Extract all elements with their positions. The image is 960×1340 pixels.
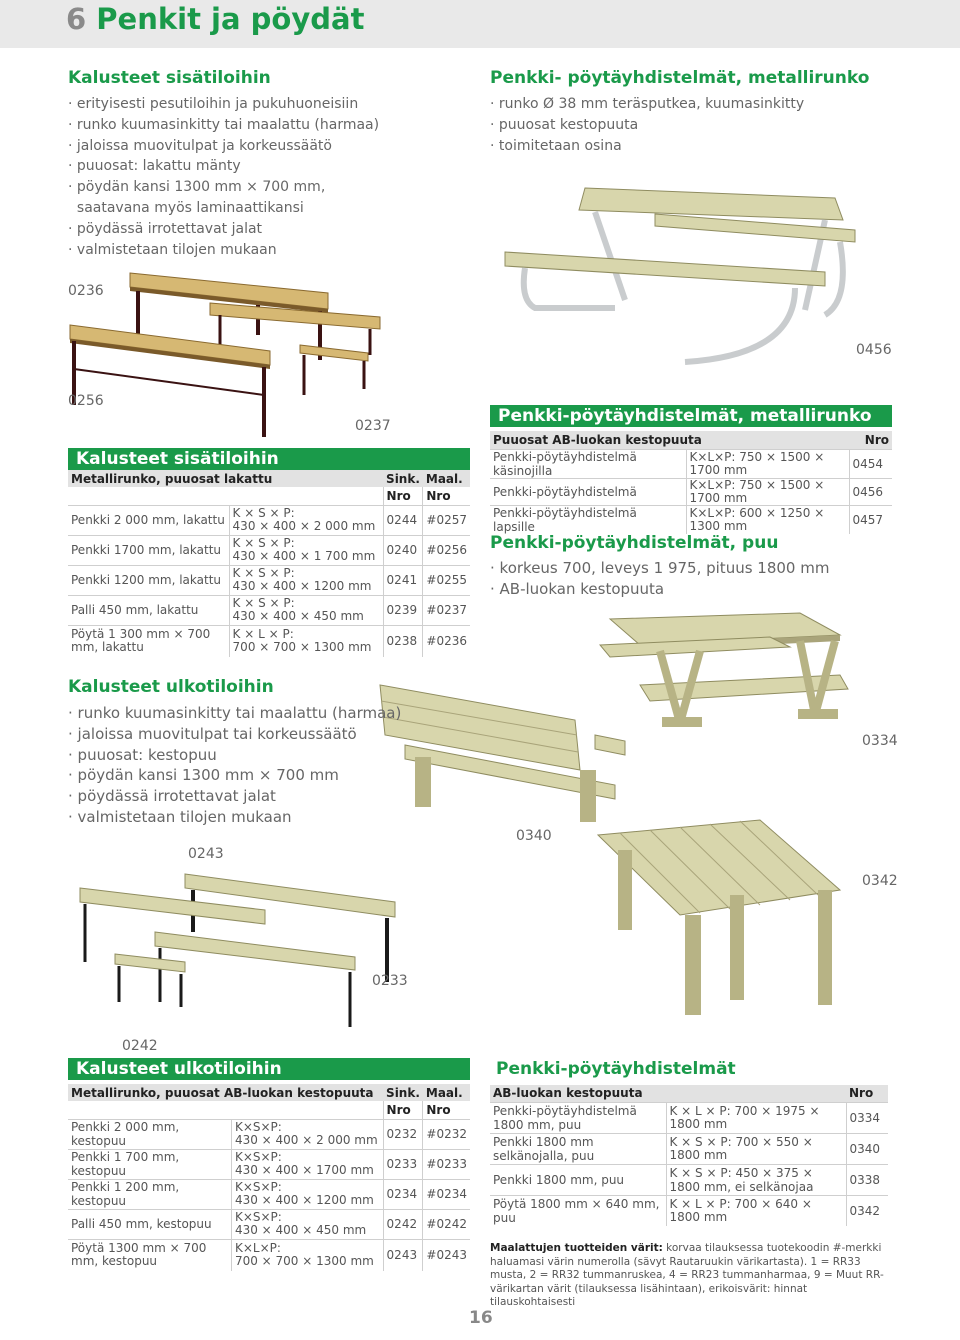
indoor-bullets [68, 94, 379, 260]
product-name: Penkki 1800 mm selkänojalla, puu [490, 1133, 666, 1164]
wood-combo-bullet: · AB-luokan kestopuuta [490, 579, 829, 600]
table-row [68, 1209, 470, 1239]
product-code: 0232 [383, 1119, 423, 1149]
chapter-title [66, 2, 364, 36]
product-code: 0241 [383, 565, 423, 595]
outdoor-spec-table [68, 1058, 470, 1271]
table-subheader-col: Nro [423, 487, 470, 505]
outdoor-bullet: · puuosat: kestopuu [68, 745, 401, 766]
product-dimensions: K×L×P: 600 × 1250 × 1300 mm [686, 505, 849, 534]
indoor-bullet: · erityisesti pesutiloihin ja pukuhuoneisiin [68, 94, 379, 115]
product-code: 0233 [383, 1149, 423, 1179]
table-row [68, 1239, 470, 1271]
product-name: Penkki 1 200 mm, kestopuu [68, 1179, 231, 1209]
table-title: Penkki-pöytäyhdistelmät [490, 1058, 888, 1080]
product-code: #0233 [423, 1149, 470, 1179]
table-row [68, 1179, 470, 1209]
table-header-label: AB-luokan kestopuuta [490, 1085, 846, 1102]
product-code: 0334 [846, 1102, 888, 1133]
table-row [68, 625, 470, 657]
product-dimensions: K × S × P: 450 × 375 × 1800 mm, ei selkänojaa [666, 1164, 846, 1195]
product-code: 0242 [383, 1209, 423, 1239]
code-label: 0237 [355, 418, 391, 434]
indoor-bullet: · runko kuumasinkitty tai maalattu (harmaa) [68, 115, 379, 136]
code-label: 0236 [68, 283, 104, 299]
code-label: 0334 [862, 733, 898, 749]
table-header-col: Nro [846, 1085, 888, 1102]
table-row [490, 505, 892, 534]
product-code: 0238 [383, 625, 423, 657]
product-code: #0237 [423, 595, 470, 625]
table-title: Kalusteet ulkotiloihin [68, 1058, 470, 1080]
code-label: 0242 [122, 1038, 158, 1054]
product-dimensions: K×S×P: 430 × 400 × 2 000 mm [231, 1119, 383, 1149]
table-row [490, 1195, 888, 1226]
indoor-bullet: · pöydässä irrotettavat jalat [68, 219, 379, 240]
table-header-col: Sink. [383, 470, 423, 487]
table-subheader-col: Nro [383, 487, 423, 505]
metal-combo-bullet: · runko Ø 38 mm teräsputkea, kuumasinkitty [490, 94, 804, 115]
table-row [68, 1149, 470, 1179]
indoor-spec-table [68, 448, 470, 657]
table-subheader-col: Nro [423, 1101, 470, 1119]
product-code: 0342 [846, 1195, 888, 1226]
product-name: Pöytä 1300 mm × 700 mm, kestopuu [68, 1239, 231, 1271]
product-code: 0243 [383, 1239, 423, 1271]
chapter-number: 6 [66, 2, 87, 36]
outdoor-bullet: · runko kuumasinkitty tai maalattu (harmaa) [68, 703, 401, 724]
product-code: #0256 [423, 535, 470, 565]
product-name: Penkki-pöytäyhdistelmä [490, 478, 686, 505]
outdoor-furniture-image [75, 862, 405, 1032]
outdoor-bullet: · jaloissa muovitulpat tai korkeussäätö [68, 724, 401, 745]
product-name: Penkki 2 000 mm, kestopuu [68, 1119, 231, 1149]
product-code: 0244 [383, 505, 423, 535]
product-name: Penkki-pöytäyhdistelmä 1800 mm, puu [490, 1102, 666, 1133]
product-dimensions: K × S × P: 430 × 400 × 1200 mm [229, 565, 383, 595]
product-code: #0255 [423, 565, 470, 595]
product-name: Penkki-pöytäyhdistelmä lapsille [490, 505, 686, 534]
metal-combo-bullet: · toimitetaan osina [490, 136, 804, 157]
product-name: Palli 450 mm, lakattu [68, 595, 229, 625]
product-dimensions: K×L×P: 750 × 1500 × 1700 mm [686, 449, 849, 478]
table-row [490, 1133, 888, 1164]
indoor-bullet: · jaloissa muovitulpat ja korkeussäätö [68, 136, 379, 157]
wood-bench-with-back-image [375, 675, 630, 825]
footnote-label: Maalattujen tuotteiden värit: [490, 1242, 663, 1254]
product-code: 0340 [846, 1133, 888, 1164]
product-code: #0242 [423, 1209, 470, 1239]
outdoor-bullet: · pöydän kansi 1300 mm × 700 mm [68, 765, 401, 786]
indoor-bullet: · valmistetaan tilojen mukaan [68, 240, 379, 261]
metal-combo-bullet: · puuosat kestopuuta [490, 115, 804, 136]
code-label: 0233 [372, 973, 408, 989]
indoor-furniture-image [60, 265, 400, 440]
product-name: Penkki-pöytäyhdistelmä käsinojilla [490, 449, 686, 478]
metal-combo-table [490, 405, 892, 534]
chapter-name: Penkit ja pöydät [96, 2, 365, 36]
product-code: #0236 [423, 625, 470, 657]
table-header-col: Maal. [423, 470, 470, 487]
table-row [68, 535, 470, 565]
product-dimensions: K×S×P: 430 × 400 × 450 mm [231, 1209, 383, 1239]
product-dimensions: K × L × P: 700 × 640 × 1800 mm [666, 1195, 846, 1226]
code-label: 0243 [188, 846, 224, 862]
product-name: Penkki 2 000 mm, lakattu [68, 505, 229, 535]
product-dimensions: K × S × P: 430 × 400 × 2 000 mm [229, 505, 383, 535]
table-row [490, 449, 892, 478]
product-dimensions: K × S × P: 700 × 550 × 1800 mm [666, 1133, 846, 1164]
product-code: #0232 [423, 1119, 470, 1149]
table-header-col: Sink. [383, 1084, 423, 1101]
code-label: 0342 [862, 873, 898, 889]
product-code: 0240 [383, 535, 423, 565]
product-name: Penkki 1 700 mm, kestopuu [68, 1149, 231, 1179]
table-row [490, 478, 892, 505]
product-code: 0456 [849, 478, 892, 505]
product-dimensions: K × L × P: 700 × 1975 × 1800 mm [666, 1102, 846, 1133]
table-header-label: Puuosat AB-luokan kestopuuta [490, 431, 849, 449]
outdoor-bullets [68, 703, 401, 828]
outdoor-bullet: · pöydässä irrotettavat jalat [68, 786, 401, 807]
metal-combo-heading: Penkki- pöytäyhdistelmät, metallirunko [490, 68, 870, 88]
indoor-heading: Kalusteet sisätiloihin [68, 68, 271, 88]
table-row [490, 1102, 888, 1133]
product-dimensions: K × L × P: 700 × 700 × 1300 mm [229, 625, 383, 657]
product-name: Penkki 1200 mm, lakattu [68, 565, 229, 595]
product-dimensions: K×L×P: 700 × 700 × 1300 mm [231, 1239, 383, 1271]
wood-combo-table [490, 1058, 888, 1226]
footnote-text: korvaa tilauksessa tuotekoodin #-merkki haluamasi värin numerolla (sävyt Rautaruukin värikartasta). 1 = RR33 musta, 2 = RR32 tummanruskea, 4 = RR23 tummanharmaa, 9 = Muut RR-värikartan värit (tilauksessa lisähintaan), erikoisvärit: hinnat tilauskohtaisesti [490, 1242, 884, 1308]
metal-combo-bullets [490, 94, 804, 156]
product-code: 0338 [846, 1164, 888, 1195]
code-label: 0340 [516, 828, 552, 844]
table-header-col: Maal. [423, 1084, 470, 1101]
table-title: Penkki-pöytäyhdistelmät, metallirunko [490, 405, 892, 427]
table-row [490, 1164, 888, 1195]
table-subheader-col: Nro [383, 1101, 423, 1119]
wood-combo-heading: Penkki-pöytäyhdistelmät, puu [490, 533, 779, 553]
product-dimensions: K × S × P: 430 × 400 × 450 mm [229, 595, 383, 625]
table-header-label: Metallirunko, puuosat lakattu [68, 470, 383, 487]
product-dimensions: K × S × P: 430 × 400 × 1 700 mm [229, 535, 383, 565]
product-dimensions: K×L×P: 750 × 1500 × 1700 mm [686, 478, 849, 505]
table-row [68, 1119, 470, 1149]
outdoor-heading: Kalusteet ulkotiloihin [68, 677, 274, 697]
table-row [68, 595, 470, 625]
product-name: Pöytä 1 300 mm × 700 mm, lakattu [68, 625, 229, 657]
metal-combo-image [495, 180, 895, 375]
table-row [68, 565, 470, 595]
table-header-label: Metallirunko, puuosat AB-luokan kestopuuta [68, 1084, 383, 1101]
indoor-bullet: · puuosat: lakattu mänty [68, 156, 379, 177]
product-dimensions: K×S×P: 430 × 400 × 1700 mm [231, 1149, 383, 1179]
color-footnote [490, 1242, 888, 1310]
product-dimensions: K×S×P: 430 × 400 × 1200 mm [231, 1179, 383, 1209]
product-code: 0454 [849, 449, 892, 478]
indoor-bullet: · pöydän kansi 1300 mm × 700 mm, [68, 177, 379, 198]
code-label: 0456 [856, 342, 892, 358]
product-name: Palli 450 mm, kestopuu [68, 1209, 231, 1239]
wood-combo-bullets [490, 558, 829, 600]
table-header-col: Nro [849, 431, 892, 449]
product-code: #0234 [423, 1179, 470, 1209]
code-label: 0256 [68, 393, 104, 409]
product-name: Penkki 1800 mm, puu [490, 1164, 666, 1195]
table-title: Kalusteet sisätiloihin [68, 448, 470, 470]
indoor-bullet: saatavana myös laminaattikansi [76, 199, 304, 216]
product-code: 0457 [849, 505, 892, 534]
product-code: 0239 [383, 595, 423, 625]
product-name: Pöytä 1800 mm × 640 mm, puu [490, 1195, 666, 1226]
product-code: #0243 [423, 1239, 470, 1271]
product-code: 0234 [383, 1179, 423, 1209]
product-code: #0257 [423, 505, 470, 535]
page-number: 16 [469, 1308, 493, 1328]
product-name: Penkki 1700 mm, lakattu [68, 535, 229, 565]
wood-combo-bullet: · korkeus 700, leveys 1 975, pituus 1800 mm [490, 558, 829, 579]
wood-table-image [590, 815, 845, 1030]
wood-picnic-table-image [600, 605, 850, 740]
table-row [68, 505, 470, 535]
outdoor-bullet: · valmistetaan tilojen mukaan [68, 807, 401, 828]
